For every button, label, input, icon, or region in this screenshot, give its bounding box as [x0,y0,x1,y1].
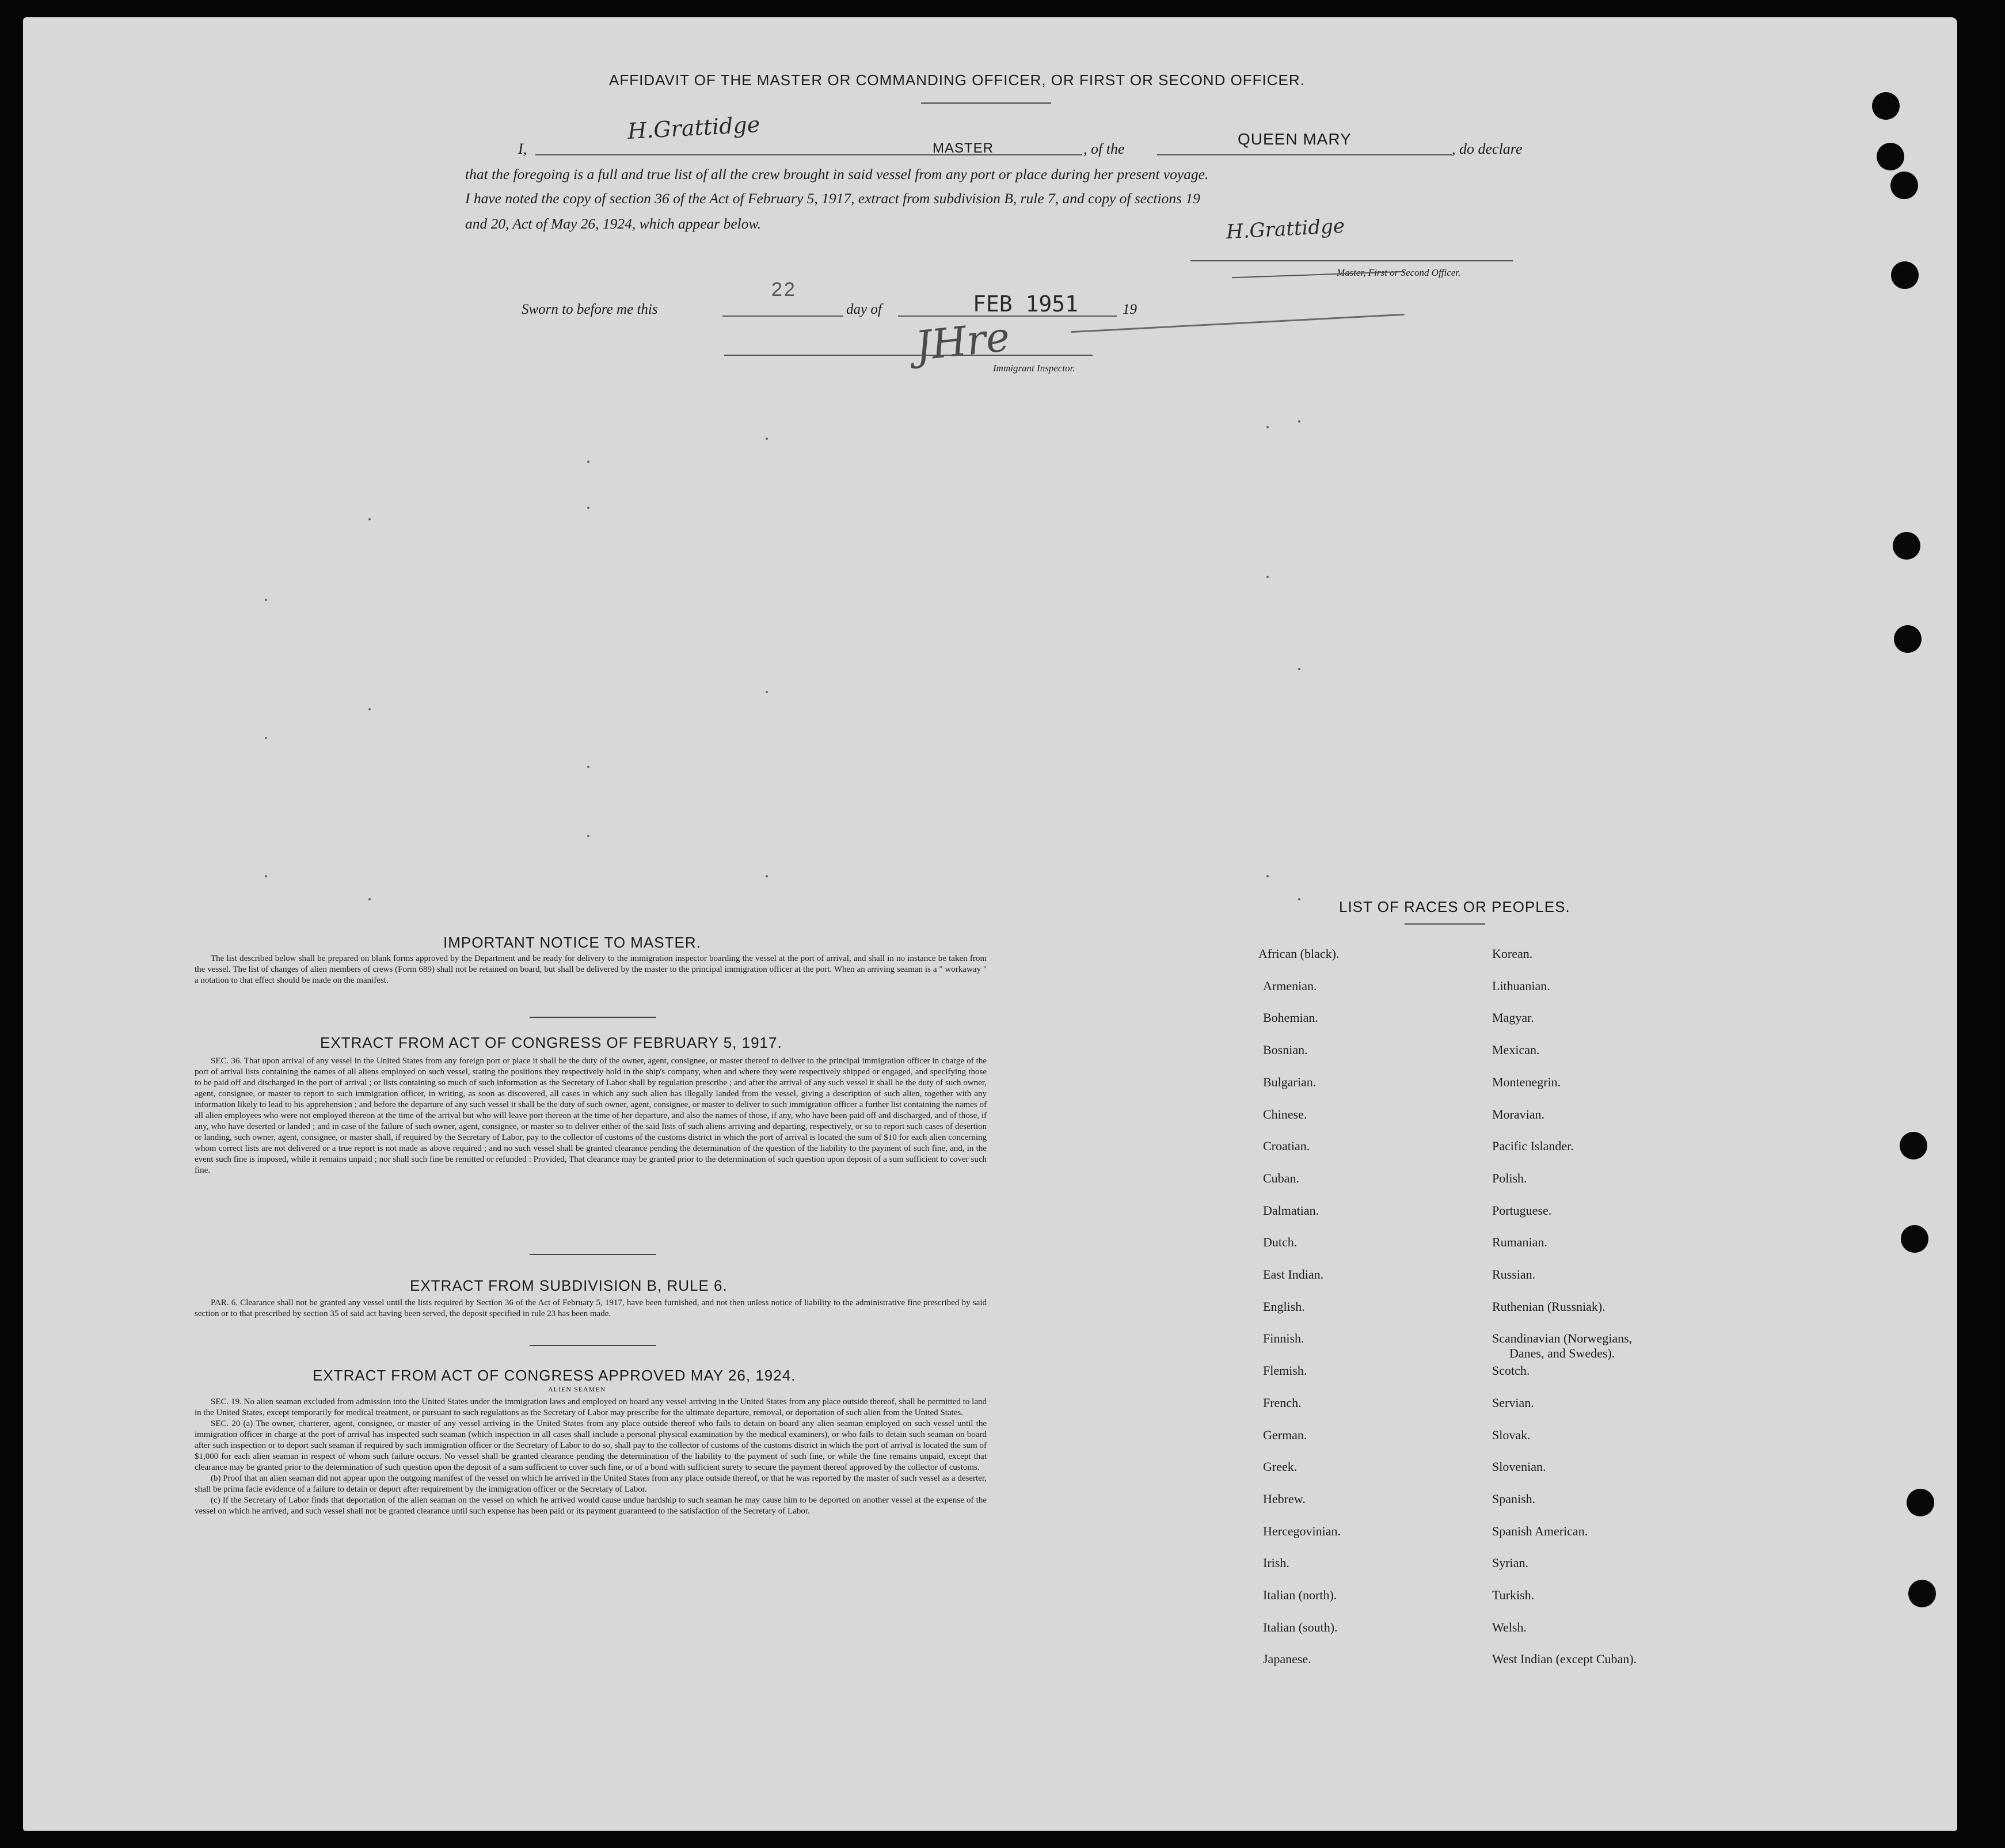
race-item: Korean. [1492,946,1533,961]
divider [921,102,1051,104]
race-item: Slovak. [1492,1427,1531,1442]
master-signature: H.Grattidge [627,112,761,144]
race-item: Greek. [1263,1459,1298,1474]
affidavit-line-3: I have noted the copy of section 36 of the Act of February 5, 1917, extract from subdivision B, rule 7, and copy of sections 19 [465,190,1200,207]
race-item: Polish. [1492,1170,1527,1185]
extract-1924-text: SEC. 19. No alien seaman excluded from admission into the United States under the immigration laws and employed on board any vessel arriving in the United States from any place outside thereof, shall be permitted to land in the United States, except temporarily for medical treatment, or pursuant to such regulations as the Secretary of Labor may prescribe for the ultimate departure, removal, or deportation of such alien from the United States. SEC. 20 (a) The owner, charterer, agent, consignee, or master of any vessel arriving in the United States from any place outside thereof who fails to detain on board any alien seaman employed on such vessel until the immigration officer in charge at the port of arrival has inspected such seaman (which inspection in all cases shall include a personal physical examination by the medical examiners), or who fails to detain such seaman on board after such inspection or to deport such seaman if required by such immigration officer or the Secretary of Labor to do so, shall pay to the collector of customs of the customs district in which the port of arrival is located the sum of $1,000 for each alien seaman in respect of whom such failure occurs. No vessel shall be granted clearance pending the determination of the liability to the payment of such fine, or while the fine remains unpaid, except that clearance may be granted prior to the determination of such question upon the deposit of a sum sufficient to cover such fine, or of a bond with sufficient surety to secure the payment thereof approved by the collector of customs. (b) Proof that an alien seaman did not appear upon the outgoing manifest of the vessel on which he arrived in the United States from any place outside thereof, or that he was reported by the master of such vessel as a deserter, shall be prima facie evidence of a failure to detain or deport after requirement by the immigration officer or the Secretary of Labor. (c) If the Secretary of Labor finds that deportation of the alien seaman on the vessel on which he arrived would cause undue hardship to such seaman he may cause him to be deported on another vessel at the expense of the vessel on which he arrived, and such vessel shall not be granted clearance until such expense has been paid or its payment guaranteed to the satisfaction of the Secretary of Labor. [195,1397,987,1516]
divider [530,1345,656,1346]
document-page [23,17,1957,1831]
race-item: French. [1263,1395,1302,1410]
punch-hole [1900,1132,1927,1159]
subdivision-title: EXTRACT FROM SUBDIVISION B, RULE 6. [410,1277,728,1294]
affidavit-line-4: and 20, Act of May 26, 1924, which appear below. [465,215,761,232]
race-item: Finnish. [1263,1331,1304,1346]
race-item: Bosnian. [1263,1043,1308,1058]
race-item: Scandinavian (Norwegians, [1492,1331,1633,1346]
race-item: Slovenian. [1492,1459,1546,1474]
signer-title: Master, First or Second Officer. [1337,267,1461,278]
divider [530,1017,656,1018]
race-item: Scotch. [1492,1363,1530,1378]
race-item: Servian. [1492,1395,1534,1410]
race-item: Rumanian. [1492,1235,1547,1250]
race-item: Russian. [1492,1267,1536,1282]
day-of-label: day of [846,302,882,317]
punch-hole [1890,172,1918,199]
notice-text: The list described below shall be prepared on blank forms approved by the Department and be ready for delivery to the immigration inspector boarding the vessel at the port of arrival, and shall in no instance be taken from the vessel. The list of changes of alien members of crews (Form 689) shall not be retained on board, but shall be delivered by the master to the principal immigration officer at the port. When an arriving seaman is a " workaway " a notation to that effect should be made on the manifest. [195,954,987,985]
affidavit-title: AFFIDAVIT OF THE MASTER OR COMMANDING OFFICER, OR FIRST OR SECOND OFFICER. [609,71,1305,89]
race-item: Spanish. [1492,1491,1536,1506]
master-signature-2: H.Grattidge [1226,214,1345,244]
punch-hole [1872,92,1900,120]
race-item: Armenian. [1263,978,1317,993]
race-item: Montenegrin. [1492,1074,1561,1089]
inspector-line [724,355,1093,356]
punch-hole [1893,532,1920,560]
race-item: English. [1263,1299,1305,1314]
race-item: Hercegovinian. [1263,1523,1341,1538]
race-item: Cuban. [1263,1170,1299,1185]
race-item: German. [1263,1427,1307,1442]
punch-hole [1877,143,1904,170]
sworn-day: 22 [771,279,797,301]
race-item: Bohemian. [1263,1010,1318,1025]
punch-hole [1894,625,1922,653]
punch-hole [1891,261,1919,289]
date-stamp: FEB 1951 [973,291,1079,317]
race-item: Hebrew. [1263,1491,1306,1506]
race-item: Pacific Islander. [1492,1139,1574,1154]
race-item: Syrian. [1492,1556,1528,1571]
race-item: African (black). [1258,946,1340,961]
race-item: Moravian. [1492,1106,1545,1121]
affidavit-line-2: that the foregoing is a full and true list of all the crew brought in said vessel from any port or place during her present voyage. [465,166,1209,182]
divider [530,1254,656,1255]
race-item: Spanish American. [1492,1523,1588,1538]
extract-1917-title: EXTRACT FROM ACT OF CONGRESS OF FEBRUARY 5, 1917. [320,1034,782,1051]
race-item: Japanese. [1263,1652,1311,1667]
punch-hole [1907,1489,1934,1516]
race-item: Chinese. [1263,1106,1307,1121]
extract-1917-text: SEC. 36. That upon arrival of any vessel in the United States from any foreign port or place it shall be the duty of the owner, agent, consignee, or master thereof to deliver to the principal immigration officer in charge of the port of arrival lists containing the names of all aliens employed on such vessel, stating the positions they respectively hold in the ship's company, when and where they were respectively shipped or engaged, and specifying those to be paid off and discharged in the port of arrival ; or lists containing so much of such information as the Secretary of Labor shall by regulation prescribe ; and after the arrival of any such vessel it shall be the duty of such owner, agent, consignee, or master to report to such immigration officer, in writing, as soon as discovered, all cases in which any such alien has illegally landed from the vessel, giving a description of such alien, together with any information likely to lead to his apprehension ; and before the departure of any such vessel it shall be the duty of such owner, agent, consignee, or master to deliver to such immigration officer a further list containing the names of all alien employees who were not employed thereon at the time of the arrival but who will leave port thereon at the time of her departure, and also the names of those, if any, who have been paid off and discharged, and of those, if any, who have deserted or landed ; and in case of the failure of such owner, agent, consignee, or master so to deliver either of the said lists of such aliens arriving and departing, respectively, or so to report such cases of desertion or landing, such owner, agent, consignee, or master shall, if required by the Secretary of Labor, pay to the collector of customs of the customs district in which the port of arrival is located the sum of $10 for each alien concerning whom correct lists are not delivered or a true report is not made as above required ; and no such vessel shall be granted clearance pending the determination of the question of the liability to the payment of such fine, and, in the event such fine is imposed, while it remains unpaid ; nor shall such fine be remitted or refunded : Provided, That clearance may be granted prior to the determination of such question upon deposit of a sum sufficient to cover such fine. [195,1056,987,1175]
race-item: Flemish. [1263,1363,1307,1378]
race-item: Lithuanian. [1492,978,1550,993]
race-item: Mexican. [1492,1043,1540,1058]
signature-line [535,154,1082,155]
race-item: Dalmatian. [1263,1203,1319,1218]
sworn-label: Sworn to before me this [522,302,658,317]
vessel-line [1157,154,1452,155]
races-title: LIST OF RACES OR PEOPLES. [1339,898,1570,915]
race-item: Italian (south). [1263,1619,1338,1634]
race-item: Ruthenian (Russniak). [1492,1299,1605,1314]
vessel-name: QUEEN MARY [1238,130,1352,148]
race-item: Magyar. [1492,1010,1534,1025]
do-declare-label: , do declare [1452,140,1523,157]
race-item: Turkish. [1492,1588,1535,1602]
inspector-label: Immigrant Inspector. [993,363,1075,374]
divider [1405,923,1485,925]
race-item-continuation: Danes, and Swedes). [1509,1346,1615,1361]
year-prefix: 19 [1123,302,1137,317]
race-item: Croatian. [1263,1139,1310,1154]
subdivision-text: PAR. 6. Clearance shall not be granted any vessel until the lists required by Section 36 of the Act of February 5, 1917, have been furnished, and not then unless notice of liability to the administrative fine prescribed by said section or to that prescribed by section 35 of said act having been served, the deposit specified in rule 23 has been made. [195,1298,987,1318]
punch-hole [1908,1580,1936,1607]
race-item: Italian (north). [1263,1588,1337,1602]
notice-title: IMPORTANT NOTICE TO MASTER. [443,934,701,951]
of-the-label: , of the [1083,140,1125,157]
signer-line [1190,260,1513,261]
extract-1924-title: EXTRACT FROM ACT OF CONGRESS APPROVED MAY 26, 1924. [313,1367,796,1384]
race-item: West Indian (except Cuban). [1492,1652,1637,1667]
race-item: Dutch. [1263,1235,1298,1250]
alien-seamen-subtitle: ALIEN SEAMEN [548,1385,606,1393]
race-item: Portuguese. [1492,1203,1552,1218]
inspector-signature: JHre [913,313,1012,370]
sworn-day-line [722,315,843,317]
i-label: I, [518,140,527,157]
race-item: East Indian. [1263,1267,1324,1282]
race-item: Welsh. [1492,1619,1527,1634]
race-item: Bulgarian. [1263,1074,1317,1089]
punch-hole [1901,1225,1928,1253]
rank-field: MASTER [933,140,994,156]
race-item: Irish. [1263,1556,1289,1571]
